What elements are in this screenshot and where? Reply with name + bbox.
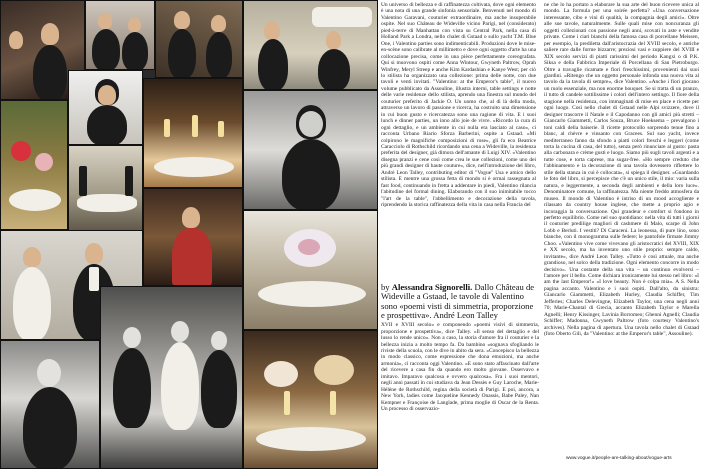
article-column-right: ne che lo ha portato a elaborare la sua arte del buon ricevere unica al mondo. La formula per una soirée perfetta? «Una conversazione interessante, cibo e vini di qualità, la compagnia degli amici». Oltre alle sue tavole, naturalmente. Sulle quali mise con noncuranza gli oggetti collezionati con passione negli anni, scovati in aste e vendite private. Come i ciari bianchi della famosa casa di porcellane Meissen, per esempio, la prediletta dall'aristocrazia del XVIII secolo, e antiche saliere rare dalle forme bizzarre; preziosi vasi e zuppiere del XVIII e XIX secolo servizi di piatti rarissimi del periodo Kangxi o di P.K. Siksa e della Fabbrica Imperiale di Porcellana di San Pietroburgo. Oltre a travaglie ricamate e fiori freschissimi, provenienti dai suoi giardini. «Ritengo che un oggetto personale infonda una nuova vita al tavolo da la tavola di sempre», dice Valentino. «Anche i fiori giocano un ruolo essenziale, ma non enorme bouquet. Se si tratta di un pranzo, il tutto di candele sottilissime i colori dell'intero settingo. Il fiore della stagione nella residenza, con immaginati di mise en place e ricette per ogni luogo. Così nello chalet di Gstaad nelle Alpi svizzere, dove il designer trascorre il Natale e il Capodanno con gli amici più stretti – Giancarlo Giammetti, Carlos Souza, Bruce Hoeksema – prevalgono i toni caldi della baiserie. Il ricette protocollo sorprendo tenue fino a blanc, al chèvre e vinsanto con Gracees. Sul suo yacht, invece mediterraneo fanno da sfondo a piatti colori freschi e leggeri (come torta la cucina di casa, del tutto), senza però rinunciare al gusto: pasta alla carbonara e crème gusti e luogo. Siamo più sugli tavoli argenti e a tutte cose, e torta caprese, ma sugar-free. «Ho sempre creduto che l'abbinamento e la decorazione di una tavola dovessero riflettere lo stile della stanza in cui è collocata», si spiega il designer. «Guardando le foto del libro, si percepisce che c'è un unico stile, il mio: varia sulla natura, e leggermente, a seconda degli ambienti e della loro luce». Denominatore comune, la raffinatezza. Ma niente freddo atmosfera da museo. Il mondo di Valentino è intriso di un mood accogliente e rilassato da country house inglese, che mette a proprio agio e incoraggia la conversazione. Qui grandeur e comfort si fondono in perfetto equilibrio. Come nel suo quotidiano: nella vita di tutti i giorni il couturier predilige magliori di cashmere di Malo, scarpe di John Lobb e Berluti. I vestiti? Di Caraceni. La leonessa, di pure lino, sono bianche, con il monogramma sulle federe; le pantofole firmate Jimmy Choo. «Valentino vive come vivevano gli aristocratici del XVIII, XIX e XX secolo, ma ha inventato uno stile proprio: sempre caldo, invitante», dice André Leon Talley. «Tutto è così attuale, ma anche grandioso, nel solco della tradizione. Ogni elemento concorre in modo decisivo». Una costante della sua vita – un continuo evolversi – l'amore per il bello. Come dichiara ironicamente lui stesso nel libro: «I am the last Emperor!» «I love beauty. Non è colpa mia». A S. Nella pagina accanto. Valentino e i suoi ospiti. Dall'alto, da sinistra: Giancarlo Giammetti, Elizabeth Hurley, Claudia Schiffer, Tim Jefferies; Charles Delevingne, Elizabeth Taylor, una cena negli anni 70; Marie-Chantal di Grecia, accanto Elizabeth Taylor e Marella Agnelli; Henry Kissinger, Lavinia Borromeo; Ghenni Agnelli; Claudia Schiffer; Madonna, Gwyneth Paltrow (foto courtesy Valentino's archives). Nella pagina di apertura. Una tavola nello chalet di Gstaad (foto Oberto Gili, da "Valentino: at the Emperor's table", Assouline). <box>544 2 699 338</box>
byline-prefix: by <box>381 282 390 292</box>
photo-candlelit-table <box>143 78 243 188</box>
photo-group-top-center <box>85 0 155 70</box>
photo-flower-table-bottom-right <box>243 210 378 330</box>
photo-table-setting-left <box>0 100 68 230</box>
photo-dancers-top-center-right <box>155 0 243 78</box>
article-headline <box>381 283 539 320</box>
photo-bw-man-bottom-left <box>0 340 100 469</box>
photo-bw-portrait-right <box>243 90 378 210</box>
photo-bw-group-bottom-center <box>100 286 243 469</box>
footer-url: www.vogue.it/people-are-talking-about/vogue-arts <box>566 456 672 461</box>
article-column-left-lower: XVII e XVIII secolo» e componendo «poemi visivi di simmetria, proporzione e prospettiva», dice Talley. «Il senso del dettaglio e del lusso lo rende unico». Non a caso, la storia d'amore fra il couturier e la bellezza inizia a molto tempo fa. Da bambino «sognava sfogliando le riviste della scuola, con le dive in abito da sera. «Concepisco la bellezza in modo classico, come espressione che dona emozioni, ma anche armonia», ci racconta oggi Valentino. «E sono stato affascinato dall'arte del ricevere a casa fin da quando ero molto giovane. Osservavo e imitavo. Imparavo qualcosa e ovvero qualcosa». Fra i suoi mentori, negli anni passati in cui studiava da Jean Dessès e Guy Laroche, Marie-Hélène de Rothschild, regina della società di Parigi. E poi, ancora, a New York, ladies come Jacqueline Kennedy Onassis, Babe Paley, Nan Kempner e Françoise de Langlade, prima moglie di Oscar de la Renta. Un processo di osservazio- <box>381 322 539 413</box>
photo-couple-top-right <box>243 0 378 90</box>
photo-dining-room <box>68 145 143 235</box>
article <box>381 0 705 469</box>
byline-author: Alessandra Signorelli. <box>391 282 473 292</box>
article-lower-left <box>381 283 539 469</box>
photo-woman-dining <box>143 188 243 286</box>
headline-text: Dallo Château de Wideville a Gstaad, le tavole di Valentino sono «poemi visti di simmetria, proporzione e prospettiva». André Leon Talley <box>381 282 535 320</box>
article-column-left-upper: Un universo di bellezza e di raffinatezza coltivata, dove ogni elemento è una nota di una grande sinfonia sensoriale. Benvenuti nel mondo di Valentino Garavani, couturier extraordinaire, ma anche insuperabile ospite. Nel suo Château de Wideville vicino Parigi, nel (considerato) pied-à-terre di Manhattan con vista su Central Park, nella casa di Holland Park a Londra, nello chalet di Gstaad o sullo yacht T.M. Blue One, i Valentino parties sono indimenticabili. Produzioni dove le mise-en-scène sono calibrate al millimetro e dove ogni oggetto d'arte ha una collocazione precisa, come in una pièce perfettamente coreografata. Qui si muovono ospiti come Anna Wintour, Gwyneth Paltrow, Oprah Winfrey, Meryl Streep e anche Kim Kardashian e Kanye West; per ciò lo stilista ha organizzato una collezione: prima delle notte, con due tavoli e venti invitati. "Valentino: at the Emperor's table", il nuovo volume pubblicato da Assouline, illustra interni, table settings e notte delle varie residenze dello stilista, aprendo una finestra sul mondo del couturier preferito di Jackie O. Un uomo che, al di là della moda, attraverso un lavoro di passione e ricerca, ha costruito una dimensione in cui buon gusto e ricercatezza sono una ragione di vita. E i suoi lunch e dinner parties, un inno allo joie de vivre. «Ricordo la cura di ogni dettaglio, e un ambiente in cui nulla era lasciato al caso», ci racconta Urbano Riario Sforza Barberini, ospite a Gstaad. «Mi colpirono le magnifiche composizioni di rose», gli fa eco Beatrice Caracciolo di Rothschild ricordando una cena a Wideville, la residenza preferita del designer, già dimora dell'amante di Luigi XIV. «Valentino disegna pranzi e cene così come crea le sue collezioni, come uno dei più grandi designer di haute couture», dice, nell'introduzione del libro, André Leon Talley, contributing editor di "Vogue" Usa e amico dello stilista. E mentre una grossa fetta di mondo si è ormai rassegnata al fast food, continuando in fretta a addentare in piedi, Valentino rilancia l'abitudine del formal dining. Elaborando con il suo inimitabile tocco "l'art de la table", l'abbellimento e decorazione della tavola, riprendendo la storica raffinatezza della vita in casa nella Francia del <box>381 2 536 209</box>
photo-flower-table-bottom-right-2 <box>243 330 378 469</box>
photo-portrait-woman-center <box>68 70 143 145</box>
